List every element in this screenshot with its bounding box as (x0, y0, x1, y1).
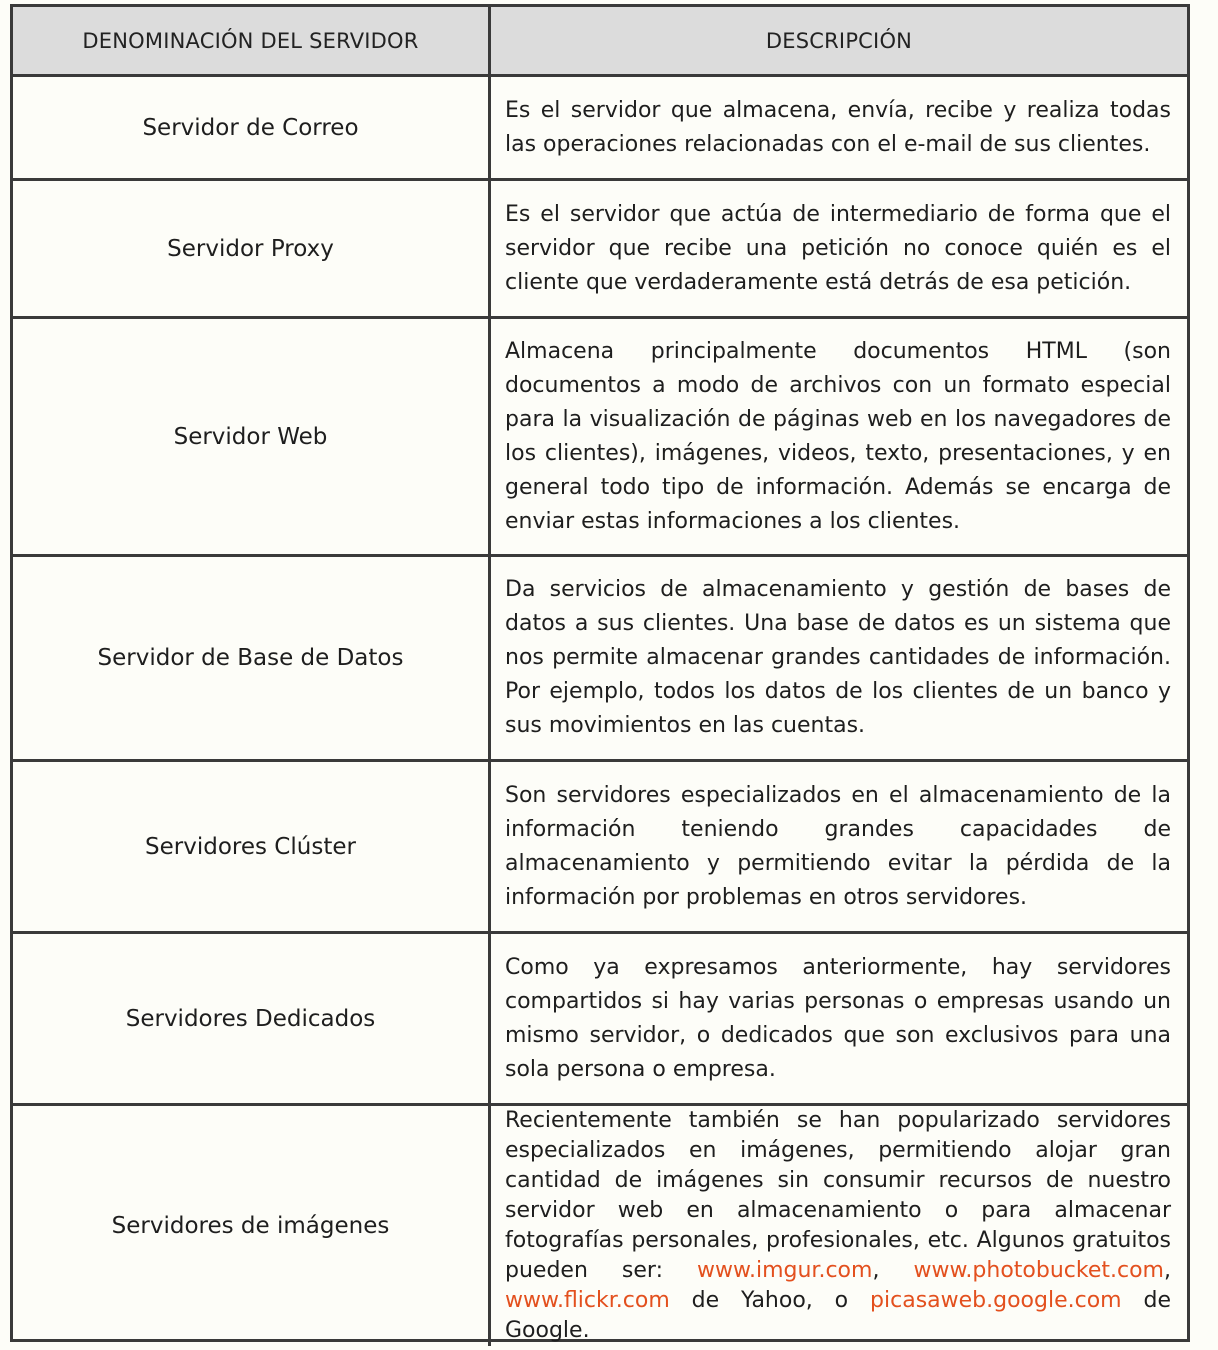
servers-table (10, 4, 1190, 1342)
server-name: Servidores Clúster (145, 833, 356, 860)
picasaweb-link[interactable]: picasaweb.google.com (870, 1288, 1122, 1313)
server-name: Servidores de imágenes (111, 1213, 390, 1239)
separator-text: , (872, 1258, 914, 1283)
server-description (505, 1106, 1171, 1346)
row-description-cell (491, 934, 1187, 1106)
server-description: Son servidores especializados en el almacenamiento de la información teniendo grandes capacidades de almacenamiento y permitiendo evitar la pérdida de la información por problemas en otros servidores. (505, 782, 1171, 910)
separator-text: , (1163, 1258, 1171, 1283)
server-name: Servidores Dedicados (125, 1005, 376, 1032)
server-name: Servidor de Base de Datos (97, 645, 404, 671)
server-name: Servidor Proxy (167, 235, 334, 262)
server-description: Da servicios de almacenamiento y gestión de bases de datos a sus clientes. Una base de datos es un sistema que nos permite almacenar grandes cantidades de información. Por ejemplo, todos los datos de los clientes de un banco y sus movimientos en las cuentas. (505, 577, 1171, 738)
row-description-cell (491, 762, 1187, 934)
description-text: de Yahoo, o (669, 1288, 871, 1313)
row-description-cell (491, 77, 1187, 181)
row-description-cell (491, 181, 1187, 319)
row-description-cell (491, 557, 1187, 762)
row-name-cell (13, 319, 491, 557)
row-name-cell (13, 762, 491, 934)
server-name: Servidor de Correo (142, 114, 359, 141)
row-description-cell (491, 319, 1187, 557)
server-description: Es el servidor que almacena, envía, recibe y realiza todas las operaciones relacionadas con el e-mail de sus clientes. (505, 97, 1171, 157)
row-description-cell (491, 1106, 1187, 1346)
server-description: Almacena principalmente documentos HTML (son documentos a modo de archivos con un formato especial para la visualización de páginas web en los navegadores de los clientes), imágenes, videos, texto, presentaciones, y en general todo tipo de información. Además se encarga de enviar estas informaciones a los clientes. (505, 338, 1171, 534)
header-name-label: DENOMINACIÓN DEL SERVIDOR (82, 28, 419, 53)
row-name-cell (13, 1106, 491, 1346)
row-name-cell (13, 934, 491, 1106)
servers-table-grid (13, 7, 1187, 1343)
header-description-label: DESCRIPCIÓN (765, 28, 913, 53)
imgur-link[interactable]: www.imgur.com (697, 1258, 873, 1283)
row-name-cell (13, 181, 491, 319)
header-description-column (491, 7, 1187, 77)
description-text: Recientemente también se han popularizado servidores especializados en imágenes, permitiendo alojar gran cantidad de imágenes sin consumir recursos de nuestro servidor web en almacenamiento o para almacenar fotografías personales, profesionales, etc. Algunos gratuitos pueden ser: (505, 1108, 1171, 1283)
row-name-cell (13, 557, 491, 762)
row-name-cell (13, 77, 491, 181)
server-description: Como ya expresamos anteriormente, hay servidores compartidos si hay varias personas o empresas usando un mismo servidor, o dedicados que son exclusivos para una sola persona o empresa. (505, 954, 1171, 1082)
flickr-link[interactable]: www.flickr.com (505, 1288, 670, 1313)
server-name: Servidor Web (173, 423, 328, 450)
photobucket-link[interactable]: www.photobucket.com (913, 1258, 1164, 1283)
description-text: de Google. (505, 1288, 1171, 1343)
server-description: Es el servidor que actúa de intermediario de forma que el servidor que recibe una petición no conoce quién es el cliente que verdaderamente está detrás de esa petición. (505, 201, 1171, 295)
header-name-column (13, 7, 491, 77)
